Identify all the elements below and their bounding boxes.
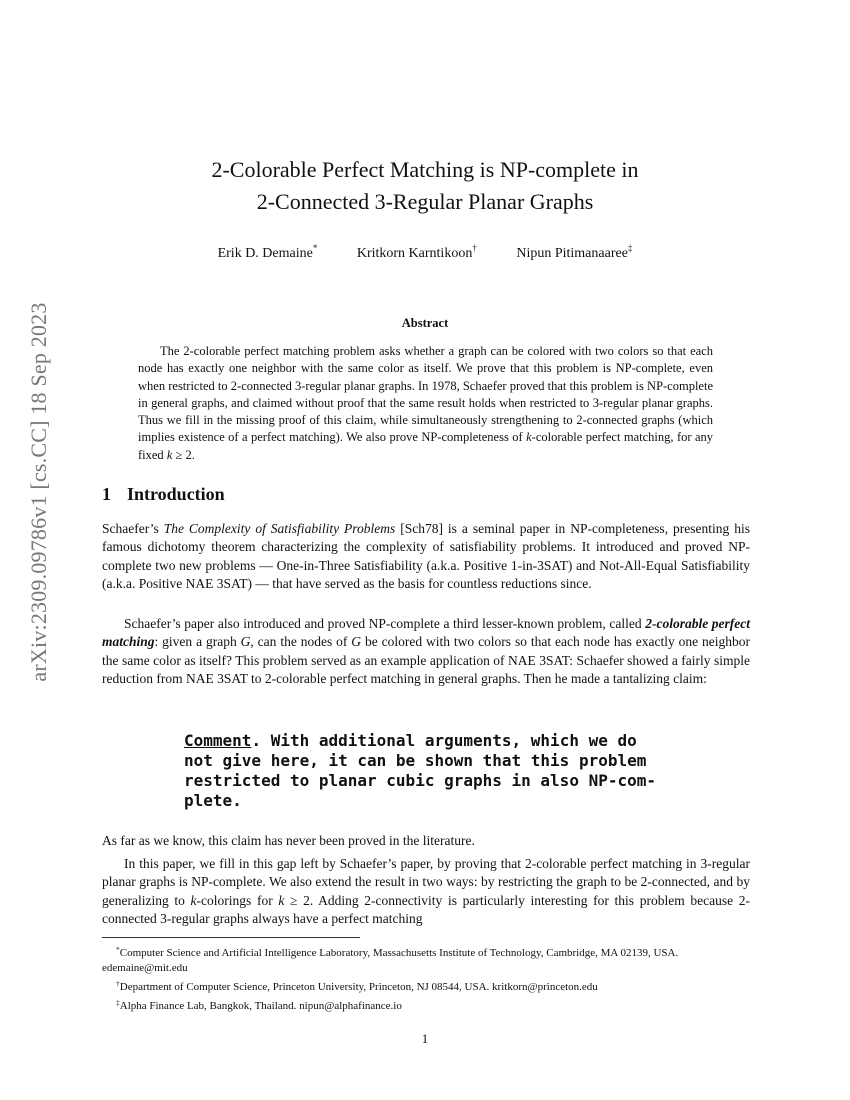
footnote-mark: ‡ bbox=[116, 998, 120, 1007]
footnote-1 bbox=[102, 942, 750, 961]
abstract-text bbox=[138, 343, 713, 464]
text-segment: Schaefer’s bbox=[102, 521, 164, 536]
text-segment: ≥ 2. Adding 2-connectivity is particularly interesting for this problem because 2-connected 3-regular graphs always have a perfect matching bbox=[102, 892, 750, 926]
book-title: The Complexity of Satisfiability Problems bbox=[163, 521, 396, 536]
paragraph-1 bbox=[102, 520, 750, 593]
abstract-segment: ≥ 2. bbox=[172, 447, 195, 462]
author-name: Kritkorn Karntikoon bbox=[356, 246, 473, 261]
math-g: G bbox=[240, 634, 251, 650]
abstract-heading: Abstract bbox=[401, 316, 449, 330]
author-2 bbox=[357, 243, 477, 262]
author-3 bbox=[516, 243, 632, 262]
schaefer-quote bbox=[184, 731, 704, 811]
text-segment: In this paper, we fill in this gap left by Schaefer’s paper, by proving that 2-colorable perfect matching in 3-regular planar graphs is NP-complete. We also extend the result in two ways: by restricting the graph to be 2-connected, and by generalizing to bbox=[102, 856, 750, 908]
footnote-2 bbox=[102, 976, 750, 995]
paragraph-3: As far as we know, this claim has never been proved in the literature. bbox=[102, 833, 475, 848]
quote-line-4: plete. bbox=[184, 791, 242, 810]
text-segment: : given a graph bbox=[154, 634, 241, 650]
section-title: Introduction bbox=[127, 484, 225, 504]
footnote-text: Computer Science and Artificial Intelligence Laboratory, Massachusetts Institute of Technology, Cambridge, MA 02139, USA. bbox=[119, 947, 679, 959]
author-footnote-mark: † bbox=[472, 243, 477, 253]
math-k: k bbox=[190, 892, 197, 908]
quote-line-1 bbox=[184, 731, 704, 751]
footnote-mark: * bbox=[116, 945, 120, 954]
footnote-divider bbox=[102, 937, 360, 938]
author-1 bbox=[218, 243, 318, 262]
quote-line-2: not give here, it can be shown that this problem bbox=[184, 751, 647, 770]
quote-line-3: restricted to planar cubic graphs in also NP-com- bbox=[184, 771, 657, 790]
author-list bbox=[100, 243, 750, 262]
text-segment: -colorings for bbox=[196, 892, 279, 908]
author-footnote-mark: * bbox=[312, 243, 318, 253]
text-segment: , can the nodes of bbox=[250, 634, 352, 650]
author-footnote-mark: ‡ bbox=[627, 243, 633, 253]
abstract-segment: -colorable perfect matching, for any fixed bbox=[138, 430, 713, 462]
footnote-1-email: edemaine@mit.edu bbox=[102, 962, 188, 974]
math-k: k bbox=[526, 430, 532, 445]
paragraph-4 bbox=[102, 855, 750, 928]
math-k: k bbox=[278, 892, 285, 908]
footnote-mark: † bbox=[116, 979, 120, 988]
paragraph-2 bbox=[102, 615, 750, 688]
section-heading bbox=[102, 484, 225, 505]
footnotes bbox=[102, 942, 750, 1014]
text-segment: [Sch78] is a seminal paper in NP-completeness, presenting his famous dichotomy theorem characterizing the complexity of satisfiability problems. It introduced and proved NP-complete two new problems — One-in-Three Satisfiability (a.k.a. Positive 1-in-3SAT) and Not-All-Equal Satisfiability (a.k.a. Positive NAE 3SAT) — that have served as the basis for countless reductions since. bbox=[102, 521, 750, 591]
footnote-3 bbox=[102, 995, 750, 1014]
paper-title bbox=[100, 154, 750, 218]
text-segment: be colored with two colors so that each node has exactly one neighbor the same color as itself? This problem served as an example application of NAE 3SAT: Schaefer showed a fairly simple reduction from NAE 3SAT to 2-colorable perfect matching in general graphs. Then he made a tantalizing claim: bbox=[102, 634, 751, 686]
text-segment: Schaefer’s paper also introduced and proved NP-complete a third lesser-known problem, called bbox=[124, 616, 646, 631]
arxiv-identifier-text: arXiv:2309.09786v1 [cs.CC] 18 Sep 2023 bbox=[26, 302, 51, 682]
author-name: Nipun Pitimanaaree bbox=[516, 246, 628, 261]
quote-text: . With additional arguments, which we do bbox=[251, 731, 637, 750]
arxiv-identifier bbox=[20, 296, 58, 688]
defined-term: 2-colorable perfect matching bbox=[102, 616, 750, 650]
title-line-2: 2-Connected 3-Regular Planar Graphs bbox=[256, 189, 594, 214]
page-number: 1 bbox=[421, 1031, 429, 1046]
quote-label: Comment bbox=[184, 731, 252, 750]
title-line-1: 2-Colorable Perfect Matching is NP-complete in bbox=[211, 157, 639, 182]
footnote-text: Alpha Finance Lab, Bangkok, Thailand. nipun@alphafinance.io bbox=[119, 1000, 402, 1012]
author-name: Erik D. Demaine bbox=[217, 246, 313, 261]
math-k: k bbox=[166, 447, 173, 462]
section-number: 1 bbox=[102, 484, 111, 504]
math-g: G bbox=[351, 634, 362, 650]
abstract-segment: The 2-colorable perfect matching problem asks whether a graph can be colored with two colors so that each node has exactly one neighbor with the same color as itself. We prove that this problem is NP-complete, even when restricted to 2-connected 3-regular planar graphs. In 1978, Schaefer proved that this problem is NP-complete in general graphs, and claimed without proof that the same result holds when restricted to 3-regular planar graphs. Thus we fill in the missing proof of this claim, while simultaneously strengthening to 2-connected graphs (which implies existence of a perfect matching). We also prove NP-completeness of bbox=[138, 344, 713, 445]
footnote-text: Department of Computer Science, Princeton University, Princeton, NJ 08544, USA. kritkorn@princeton.edu bbox=[119, 981, 598, 993]
